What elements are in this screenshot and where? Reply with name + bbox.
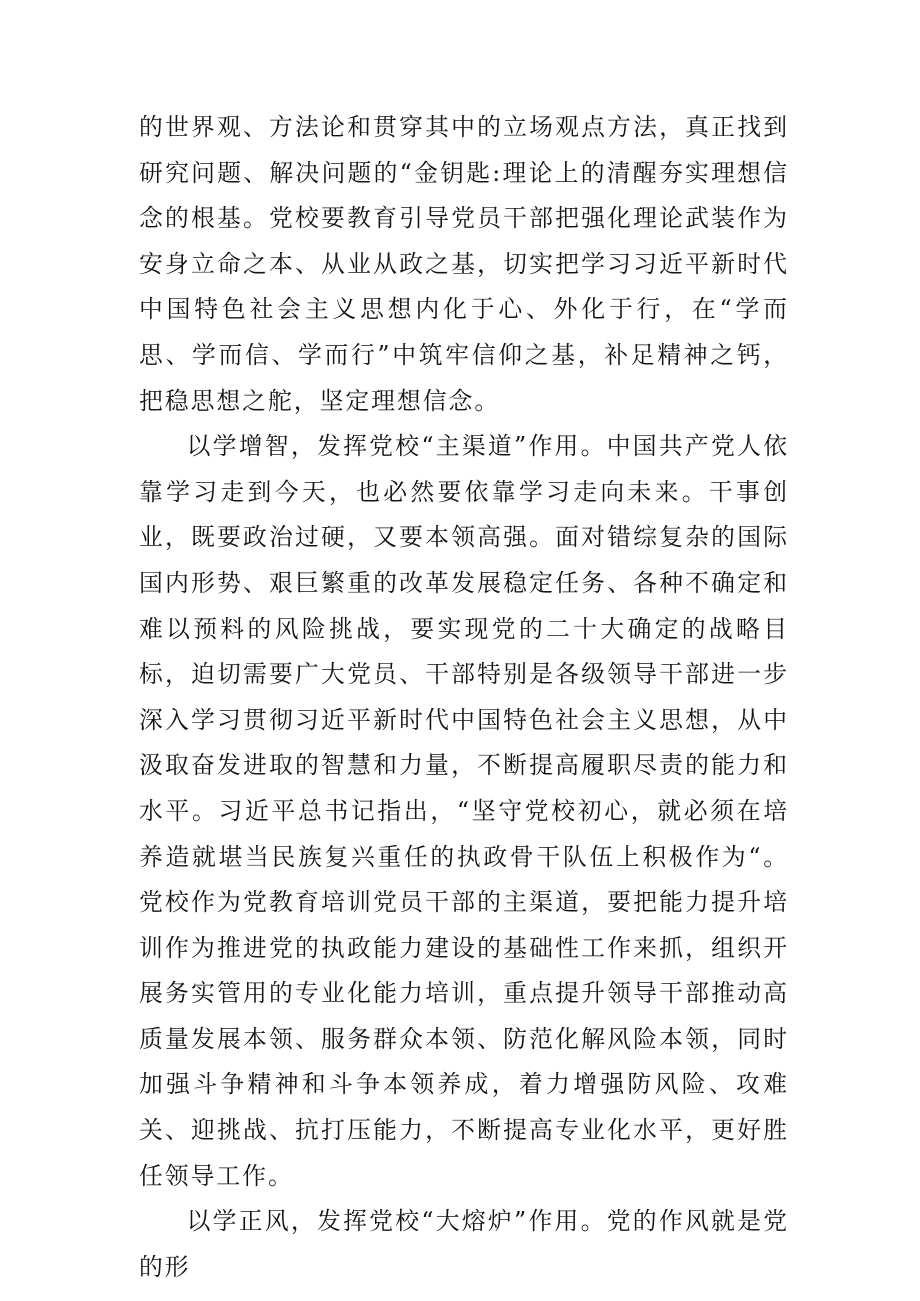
paragraph-3: 以学正风，发挥党校“大熔炉”作用。党的作风就是党的形 (139, 1207, 789, 1281)
document-page (139, 105, 789, 1290)
paragraph-2: 以学增智，发挥党校“主渠道”作用。中国共产党人依靠学习走到今天，也必然要依靠学习走向未来。干事创业，既要政治过硬，又要本领高强。面对错综复杂的国际国内形势、艰巨繁重的改革发展稳定任务、各种不确定和难以预料的风险挑战，要实现党的二十大确定的战略目标，迫切需要广大党员、干部特别是各级领导干部进一步深入学习贯彻习近平新时代中国特色社会主义思想，从中汲取奋发进取的智慧和力量，不断提高履职尽责的能力和水平。习近平总书记指出，“坚守党校初心，就必须在培养造就堪当民族复兴重任的执政骨干队伍上积极作为“。党校作为党教育培训党员干部的主渠道，要把能力提升培训作为推进党的执政能力建设的基础性工作来抓，组织开展务实管用的专业化能力培训，重点提升领导干部推动高质量发展本领、服务群众本领、防范化解风险本领，同时加强斗争精神和斗争本领养成，着力增强防风险、攻难关、迎挑战、抗打压能力，不断提高专业化水平，更好胜任领导工作。 (139, 432, 789, 1190)
paragraph-1: 的世界观、方法论和贯穿其中的立场观点方法，真正找到研究问题、解决问题的“金钥匙:理论上的清醒夯实理想信念的根基。党校要教育引导党员干部把强化理论武装作为安身立命之本、从业从政之基，切实把学习习近平新时代中国特色社会主义思想内化于心、外化于行，在“学而思、学而信、学而行”中筑牢信仰之基，补足精神之钙，把稳思想之舵，坚定理想信念。 (139, 113, 789, 415)
